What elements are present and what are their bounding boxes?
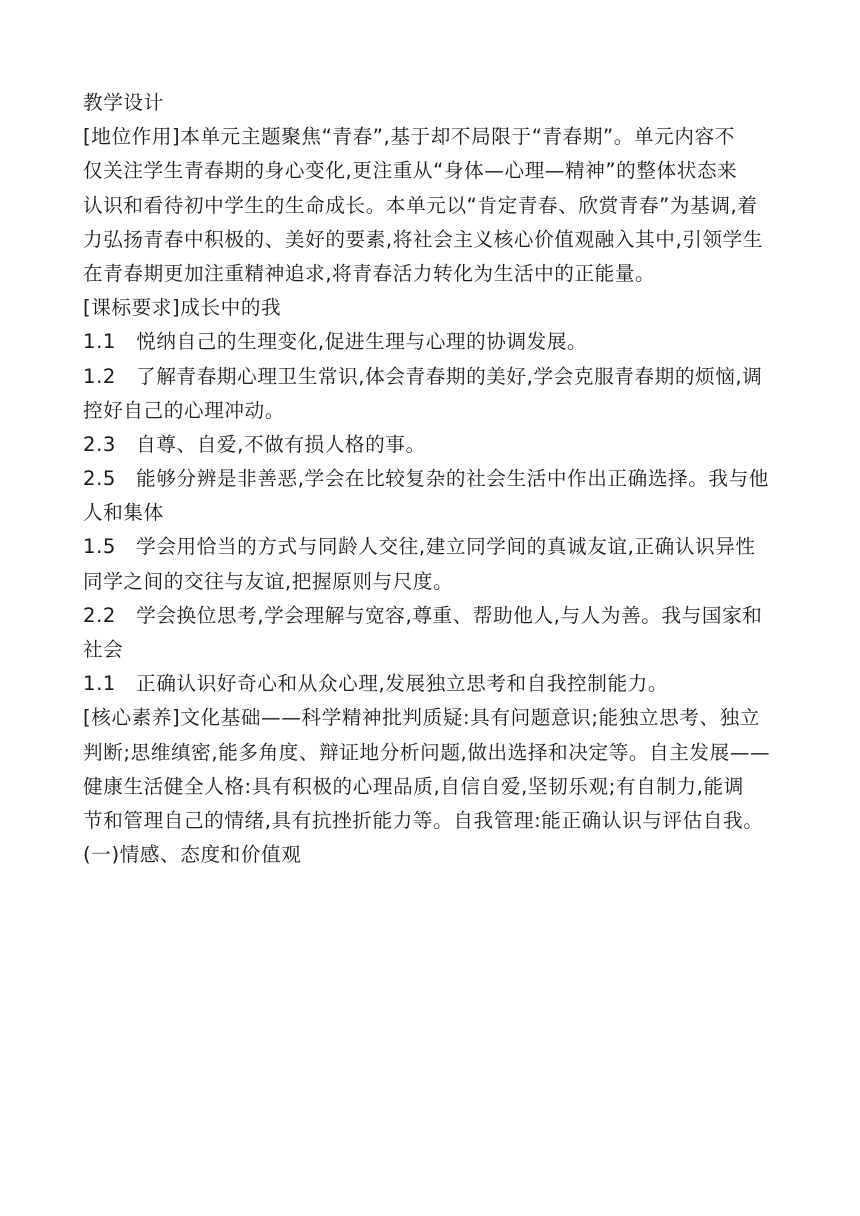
text-line: 判断;思维缜密,能多角度、辩证地分析问题,做出选择和决定等。自主发展—— xyxy=(83,740,771,764)
text-line: 2.5 能够分辨是非善恶,学会在比较复杂的社会生活中作出正确选择。我与他 xyxy=(83,467,769,491)
text-line: 健康生活健全人格:具有积极的心理品质,自信自爱,坚韧乐观;有自制力,能调 xyxy=(83,774,744,798)
text-line: 力弘扬青春中积极的、美好的要素,将社会主义核心价值观融入其中,引领学生 xyxy=(83,227,764,251)
text-line: 同学之间的交往与友谊,把握原则与尺度。 xyxy=(83,569,454,593)
text-line: 控好自己的心理冲动。 xyxy=(83,398,285,422)
document-page xyxy=(83,86,783,872)
section-heading: [课标要求]成长中的我 xyxy=(83,296,282,320)
text-line: 节和管理自己的情绪,具有抗挫折能力等。自我管理:能正确认识与评估自我。 xyxy=(83,808,764,832)
text-line: 仅关注学生青春期的身心变化,更注重从“身体—心理—精神”的整体状态来 xyxy=(83,159,738,183)
text-line: 1.5 学会用恰当的方式与同龄人交往,建立同学间的真诚友谊,正确认识异性 xyxy=(83,535,756,559)
text-line: 2.2 学会换位思考,学会理解与宽容,尊重、帮助他人,与人为善。我与国家和 xyxy=(83,603,763,627)
section-heading: [核心素养]文化基础——科学精神批判质疑:具有问题意识;能独立思考、独立 xyxy=(83,706,761,730)
text-line: 2.3 自尊、自爱,不做有损人格的事。 xyxy=(83,432,426,456)
text-line: 在青春期更加注重精神追求,将青春活力转化为生活中的正能量。 xyxy=(83,261,656,285)
text-line: 认识和看待初中学生的生命成长。本单元以“肯定青春、欣赏青春”为基调,着 xyxy=(83,193,758,217)
text-line: 人和集体 xyxy=(83,501,164,525)
subsection-heading: (一)情感、态度和价值观 xyxy=(83,843,302,867)
text-line: 社会 xyxy=(83,638,124,661)
text-line: 1.1 正确认识好奇心和从众心理,发展独立思考和自我控制能力。 xyxy=(83,672,669,696)
doc-title: 教学设计 xyxy=(83,91,164,114)
text-line: [地位作用]本单元主题聚焦“青春”,基于却不局限于“青春期”。单元内容不 xyxy=(83,125,735,149)
text-line: 1.2 了解青春期心理卫生常识,体会青春期的美好,学会克服青春期的烦恼,调 xyxy=(83,364,763,388)
text-line: 1.1 悦纳自己的生理变化,促进生理与心理的协调发展。 xyxy=(83,330,588,354)
